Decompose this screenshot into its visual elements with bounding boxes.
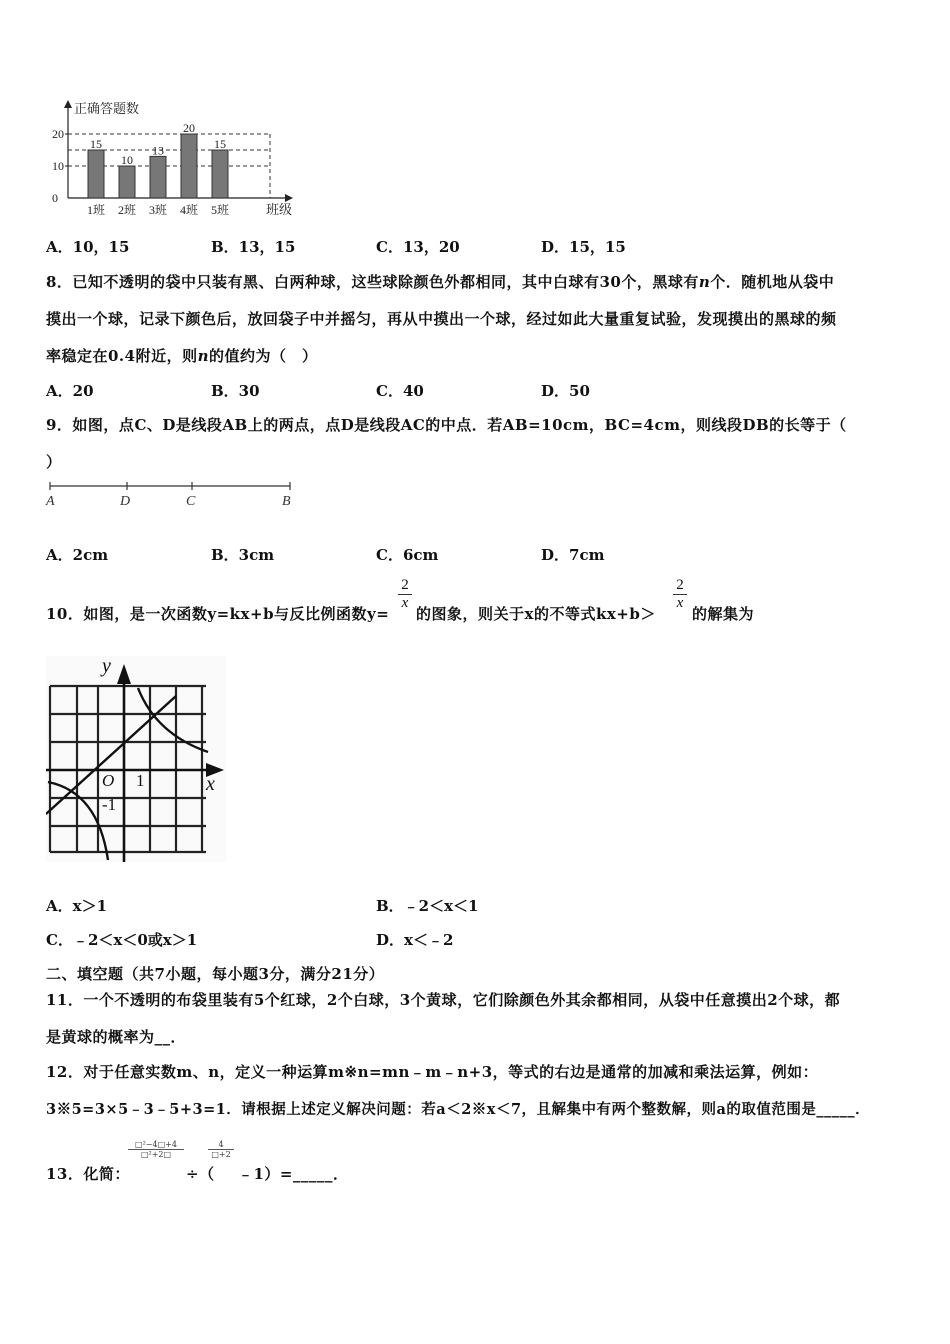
y-tick-label-10: 10 bbox=[52, 159, 64, 173]
label-b: B bbox=[282, 494, 291, 509]
y-axis-label: y bbox=[102, 656, 111, 677]
q8-line2: 摸出一个球，记录下颜色后，放回袋子中并摇匀，再从中摸出一个球，经过如此大量重复试验，发现摸出的黑球的频 bbox=[46, 310, 837, 328]
bar-chart bbox=[40, 96, 310, 226]
x-tick-label-1: 1班 bbox=[86, 203, 106, 217]
label-d: D bbox=[120, 494, 131, 509]
q8-option-b[interactable]: B．30 bbox=[211, 382, 260, 400]
bar-4 bbox=[181, 134, 197, 198]
q13-fraction-2 bbox=[208, 1140, 234, 1159]
q10-text-b: 的图象，则关于x的不等式kx+b＞ bbox=[416, 605, 656, 623]
q7-option-c[interactable]: C．13，20 bbox=[376, 238, 460, 256]
q7-option-d[interactable]: D．15，15 bbox=[541, 238, 626, 256]
q11-line1: 11．一个不透明的布袋里装有5个红球，2个白球，3个黄球，它们除颜色外其余都相同，从袋中任意摸出2个球，都 bbox=[46, 991, 841, 1009]
q9-option-b[interactable]: B．3cm bbox=[211, 546, 275, 564]
q9-option-d[interactable]: D．7cm bbox=[541, 546, 605, 564]
bar-5 bbox=[212, 150, 228, 198]
bar-value-label-3: 13 bbox=[152, 143, 164, 158]
tick-label-1: 1 bbox=[136, 771, 145, 790]
x-axis-label: x bbox=[206, 773, 215, 795]
q8-line1-b: 个．随机地从袋中 bbox=[710, 273, 835, 291]
q8-option-d[interactable]: D．50 bbox=[541, 382, 590, 400]
x-tick-label-2: 2班 bbox=[117, 203, 137, 217]
q10-fraction-1 bbox=[398, 577, 412, 612]
q9-option-c[interactable]: C．6cm bbox=[376, 546, 439, 564]
bar-value-label-1: 15 bbox=[90, 137, 102, 151]
y-axis-arrow bbox=[64, 100, 72, 108]
y-tick-label-0: 0 bbox=[52, 191, 58, 205]
q10-frac2-den: x bbox=[673, 594, 687, 612]
x-axis-arrow bbox=[285, 194, 293, 202]
q13-tail: ﹣1）=_____． bbox=[238, 1165, 349, 1183]
bar-value-label-2: 10 bbox=[121, 153, 133, 167]
bar-1 bbox=[88, 150, 104, 198]
q10-text-a: 10．如图，是一次函数y=kx+b与反比例函数y= bbox=[46, 605, 390, 623]
q8-line3-b: 的值约为（ ） bbox=[209, 347, 318, 365]
q8-line3-a: 率稳定在0.4附近，则 bbox=[46, 347, 198, 365]
q7-option-a[interactable]: A．10，15 bbox=[46, 238, 130, 256]
label-c: C bbox=[186, 494, 196, 509]
q13-frac2-den: □+2 bbox=[208, 1149, 234, 1159]
q10-frac2-num: 2 bbox=[676, 577, 684, 593]
x-tick-label-4: 4班 bbox=[179, 203, 199, 217]
q13-frac1-num: □²−4□+4 bbox=[135, 1140, 177, 1149]
q10-frac1-den: x bbox=[398, 594, 412, 612]
q8-option-a[interactable]: A．20 bbox=[46, 382, 94, 400]
x-tick-label-5: 5班 bbox=[210, 203, 230, 217]
bar-2 bbox=[119, 166, 135, 198]
q10-fraction-2 bbox=[673, 577, 687, 612]
q13-div: ÷（ bbox=[186, 1165, 215, 1183]
bar-value-label-4: 20 bbox=[183, 121, 195, 135]
y-tick-label-20: 20 bbox=[52, 127, 64, 141]
q8-line1-a: 8．已知不透明的袋中只装有黑、白两种球，这些球除颜色外都相同，其中白球有30个，黑球有 bbox=[46, 273, 699, 291]
x-tick-label-3: 3班 bbox=[148, 203, 168, 217]
q13-fraction-1 bbox=[128, 1140, 184, 1159]
q7-option-b[interactable]: B．13，15 bbox=[211, 238, 296, 256]
label-a: A bbox=[46, 494, 55, 509]
q13-frac2-num: 4 bbox=[218, 1140, 224, 1149]
q9-line2: ） bbox=[46, 453, 62, 471]
q10-option-a[interactable]: A．x＞1 bbox=[46, 897, 108, 915]
q10-option-b[interactable]: B．﹣2＜x＜1 bbox=[376, 897, 479, 915]
q10-option-c[interactable]: C．﹣2＜x＜0或x＞1 bbox=[46, 931, 198, 949]
q13-label: 13．化简： bbox=[46, 1165, 130, 1183]
q9-option-a[interactable]: A．2cm bbox=[46, 546, 109, 564]
function-graph bbox=[46, 656, 226, 862]
section-2-title: 二、填空题（共7小题，每小题3分，满分21分） bbox=[46, 965, 385, 983]
q10-text-c: 的解集为 bbox=[692, 605, 755, 623]
q13-frac1-den: □²+2□ bbox=[128, 1149, 184, 1159]
origin-label: O bbox=[102, 771, 115, 790]
q8-var-n2: n bbox=[197, 347, 210, 365]
segment-figure bbox=[40, 478, 302, 512]
y-axis-title: 正确答题数 bbox=[74, 101, 140, 116]
q8-line3 bbox=[46, 345, 318, 366]
q12-line2: 3※5=3×5﹣3﹣5+3=1．请根据上述定义解决问题：若a＜2※x＜7，且解集中有两个整数解，则a的取值范围是_____． bbox=[46, 1101, 871, 1118]
bar-3 bbox=[150, 156, 166, 198]
q9-line1: 9．如图，点C、D是线段AB上的两点，点D是线段AC的中点．若AB=10cm，BC=4cm，则线段DB的长等于（ bbox=[46, 416, 847, 434]
q10-frac1-num: 2 bbox=[401, 577, 409, 593]
q8-option-c[interactable]: C．40 bbox=[376, 382, 424, 400]
q11-line2: 是黄球的概率为__． bbox=[46, 1028, 187, 1046]
q12-line1: 12．对于任意实数m、n，定义一种运算m※n=mn﹣m﹣n+3，等式的右边是通常的加减和乘法运算，例如： bbox=[46, 1063, 819, 1081]
q8-line1 bbox=[46, 271, 834, 292]
q10-option-d[interactable]: D．x＜﹣2 bbox=[376, 931, 454, 949]
tick-label-minus1: -1 bbox=[102, 795, 117, 814]
q8-var-n: n bbox=[698, 273, 711, 291]
bar-value-label-5: 15 bbox=[214, 137, 226, 151]
x-axis-title: 班级 bbox=[266, 202, 293, 217]
